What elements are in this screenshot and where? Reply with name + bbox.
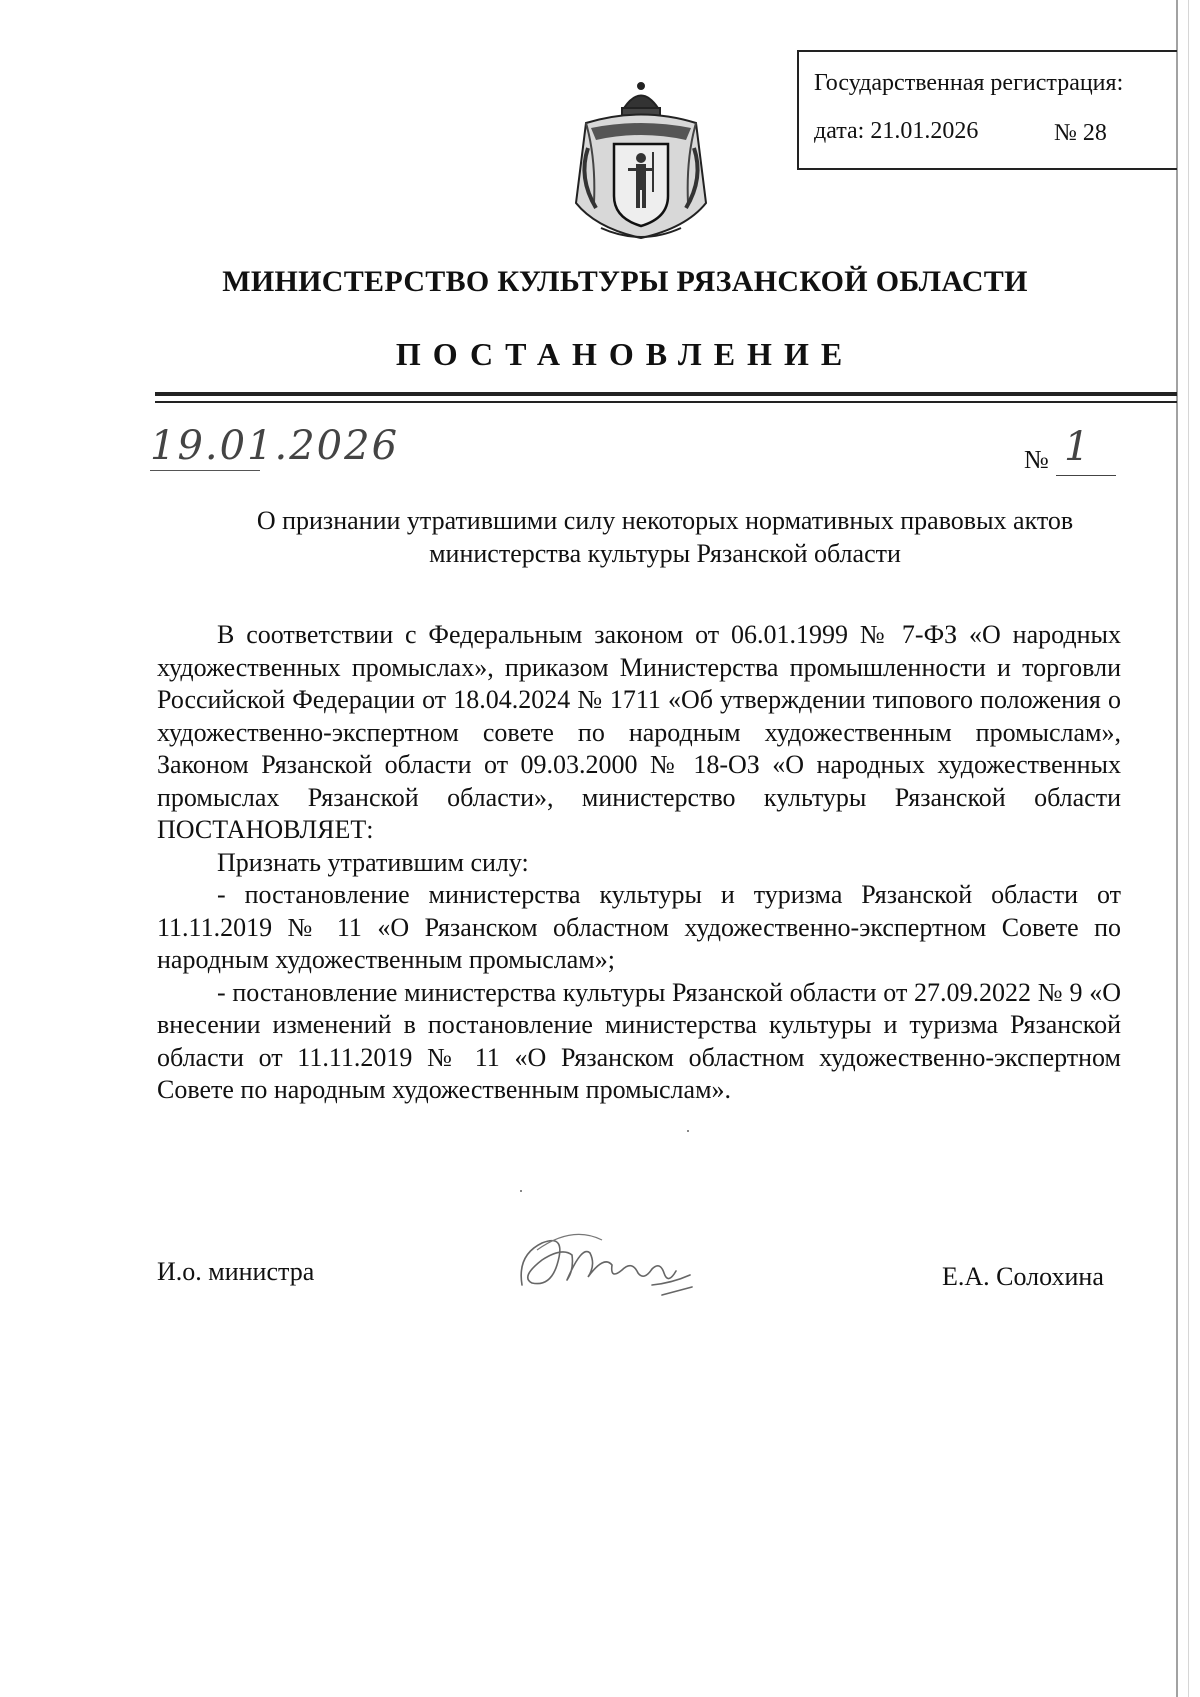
header-divider-thick [155,392,1177,396]
body-paragraph-preamble: В соответствии с Федеральным законом от 06.01.1999 № 7-ФЗ «О народных художественных промыслах», приказом Министерства промышленности и торговли Российской Федерации от 18.04.2024 № 1711 «Об утверждении типового положения о художественно-экспертном совете по народным художественным промыслам», Законом Рязанской области от 09.03.2000 № 18-ОЗ «О народных художественных промыслах Рязанской области», министерство культуры Рязанской области ПОСТАНОВЛЯЕТ: [157,620,1121,844]
signatory-name: Е.А. Солохина [942,1262,1104,1291]
document-subject [150,504,1130,570]
registration-title: Государственная регистрация: [814,70,1124,96]
scan-speck [687,1130,689,1132]
handwritten-number: 1 [1064,424,1090,470]
number-underline [1056,475,1116,476]
header-divider-thin [155,401,1177,403]
subject-line-2: министерства культуры Рязанской области [429,539,901,568]
subject-line-1: О признании утратившими силу некоторых нормативных правовых актов [256,506,1074,535]
handwritten-signature-icon [512,1225,702,1305]
coat-of-arms-icon [566,78,716,248]
registration-number: № 28 [1054,120,1107,146]
document-type-heading: ПОСТАНОВЛЕНИЕ [395,336,855,372]
scan-edge-line [1176,0,1178,1697]
date-underline [150,470,260,471]
document-body [157,619,1121,1107]
scan-edge-line-secondary [1188,0,1189,1697]
body-paragraph-decision: Признать утратившим силу: [217,847,529,877]
body-paragraph-item-2: - постановление министерства культуры Рязанской области от 27.09.2022 № 9 «О внесении изменений в постановление министерства культуры и туризма Рязанской области от 11.11.2019 № 11 «О Рязанском областном художественно-экспертном Совете по народным художественным промыслам». [157,977,1121,1104]
scan-speck [520,1190,522,1192]
registration-stamp [797,50,1177,170]
ministry-title: МИНИСТЕРСТВО КУЛЬТУРЫ РЯЗАНСКОЙ ОБЛАСТИ [222,265,1028,298]
handwritten-date: 19.01.2026 [150,423,400,469]
crown-icon [622,83,660,116]
body-paragraph-item-1: - постановление министерства культуры и туризма Рязанской области от 11.11.2019 № 11 «О Рязанском областном художественно-экспертном Совете по народным художественным промыслам»; [157,880,1121,974]
signatory-position: И.о. министра [157,1257,315,1286]
number-label: № [1024,445,1049,474]
registration-date: дата: 21.01.2026 [814,118,979,144]
